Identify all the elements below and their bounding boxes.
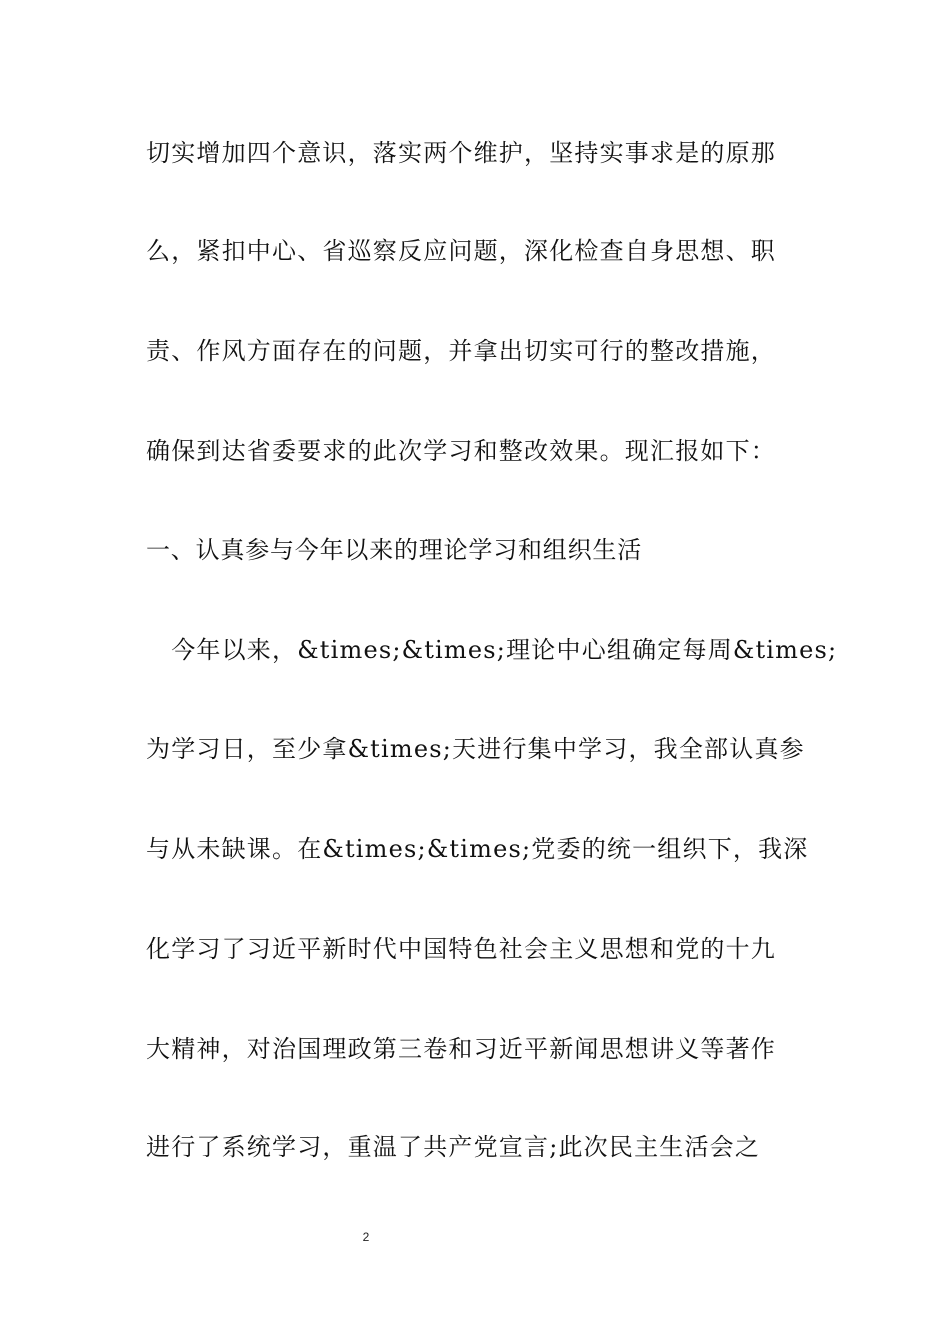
page-number: 2 — [362, 1230, 370, 1244]
paragraph-line: 化学习了习近平新时代中国特色社会主义思想和党的十九 — [146, 935, 776, 963]
paragraph-line: 切实增加四个意识，落实两个维护，坚持实事求是的原那 — [146, 139, 776, 167]
paragraph-line: 确保到达省委要求的此次学习和整改效果。现汇报如下： — [146, 437, 776, 465]
paragraph-line: 为学习日，至少拿&times;天进行集中学习，我全部认真参 — [146, 735, 805, 763]
section-heading: 一、认真参与今年以来的理论学习和组织生活 — [146, 536, 642, 564]
paragraph-line: 大精神，对治国理政第三卷和习近平新闻思想讲义等著作 — [146, 1035, 776, 1063]
paragraph-line: 进行了系统学习，重温了共产党宣言;此次民主生活会之 — [146, 1133, 761, 1161]
paragraph-line: 责、作风方面存在的问题，并拿出切实可行的整改措施， — [146, 337, 776, 365]
paragraph-line: 今年以来，&times;&times;理论中心组确定每周&times; — [146, 636, 838, 664]
paragraph-line: 与从未缺课。在&times;&times;党委的统一组织下，我深 — [146, 835, 809, 863]
paragraph-line: 么，紧扣中心、省巡察反应问题，深化检查自身思想、职 — [146, 237, 776, 265]
